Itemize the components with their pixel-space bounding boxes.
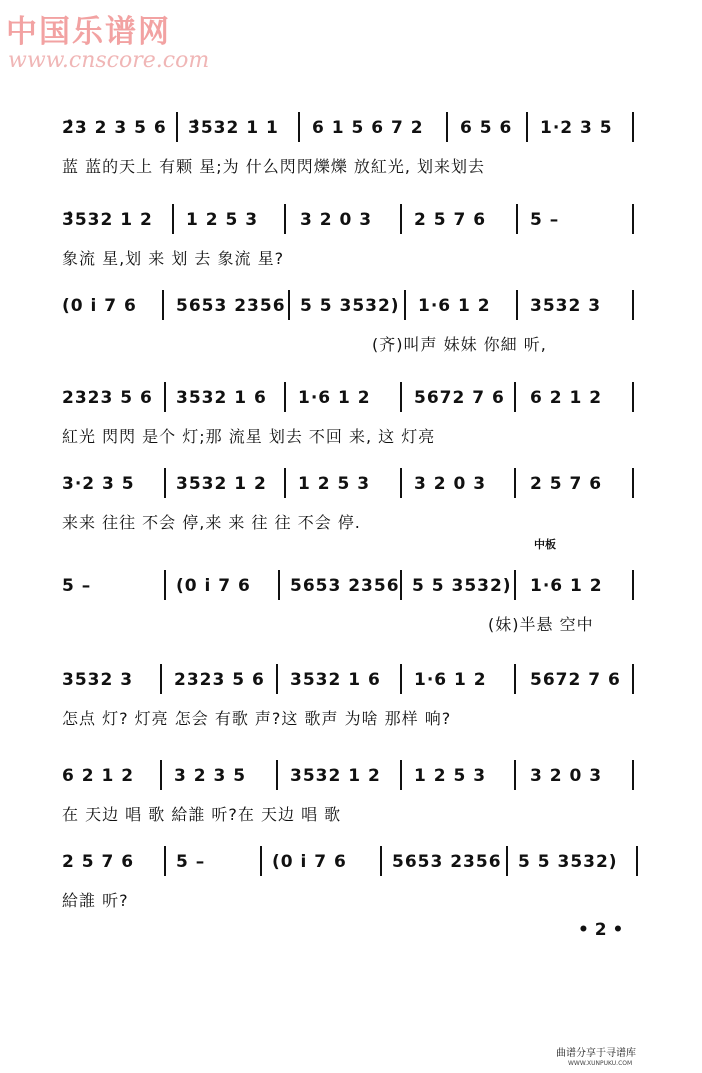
note-group: 3532 3 [62,670,134,690]
bar-line [514,468,516,498]
note-group: 3532 1 6 [176,388,267,408]
note-group: 5 5 3532) [518,852,618,872]
bar-line [160,760,162,790]
bar-line [176,112,178,142]
bar-line [298,112,300,142]
note-group: 2 5 7 6 [530,474,603,494]
note-group: 5 5 3532) [412,576,512,596]
bar-line [278,570,280,600]
bar-line [404,290,406,320]
bar-line [514,570,516,600]
note-group: (0 i 7 6 [272,852,347,872]
note-group: 2323 5 6 [62,388,153,408]
note-group: 1 2 5 3 [414,766,487,786]
bar-line [172,204,174,234]
note-group: 3532 3 [530,296,602,316]
note-group: 2323 5 6 [174,670,265,690]
note-group: 1·6 1 2 [298,388,371,408]
note-group: 3532 1 2 [176,474,267,494]
note-group: 3 2 0 3 [300,210,373,230]
tempo-mark: 中板 [534,538,556,551]
bar-line [400,204,402,234]
lyric-line: 来来 往往 不会 停,来 来 往 往 不会 停. [62,513,361,532]
bar-line [260,846,262,876]
bar-line [526,112,528,142]
lyric-line: 在 天边 唱 歌 給誰 听?在 天边 唱 歌 [62,805,342,824]
watermark-logo: 中国乐谱网 [6,14,171,50]
bar-line [516,204,518,234]
bar-line [632,570,634,600]
note-group: 5 5 3532) [300,296,400,316]
footer-url: WWW.XUNPUKU.COM [568,1060,633,1067]
lyric-line: (妹)半悬 空中 [488,615,594,634]
bar-line [164,570,166,600]
bar-line [284,382,286,412]
bar-line [162,290,164,320]
note-group: 6 2 1 2 [62,766,135,786]
note-group: 3532 1 6 [290,670,381,690]
note-group: 5653 2356 [176,296,286,316]
note-group: 1·6 1 2 [418,296,491,316]
bar-line [284,468,286,498]
note-group: 6 5 6 [460,118,513,138]
lyric-line: 怎点 灯? 灯亮 怎会 有歌 声?这 歌声 为啥 那样 响? [62,709,452,728]
bar-line [632,112,634,142]
bar-line [400,760,402,790]
lyric-line: 紅光 閃閃 是个 灯;那 流星 划去 不回 来, 这 灯亮 [62,427,436,446]
bar-line [446,112,448,142]
note-group: 3 2 3 5 [174,766,247,786]
note-group: 3532 1 2 [290,766,381,786]
bar-line [632,204,634,234]
bar-line [636,846,638,876]
bar-line [164,846,166,876]
note-group: (0 i 7 6 [176,576,251,596]
note-group: 3̂532 1 1 [188,118,279,138]
note-group: 3 2 0 3 [414,474,487,494]
lyric-line: 蓝 蓝的天上 有颗 星;为 什么閃閃爍爍 放紅光, 划来划去 [62,157,485,176]
note-group: 3̂532 1 2 [62,210,153,230]
bar-line [400,664,402,694]
bar-line [632,664,634,694]
note-group: 2̂3 2 3 5 6 [62,118,167,138]
note-group: 3·2 3 5 [62,474,135,494]
bar-line [632,382,634,412]
note-group: 2 5 7 6 [62,852,135,872]
bar-line [516,290,518,320]
note-group: 5672 7 6 [530,670,621,690]
note-group: 1·6 1 2 [530,576,603,596]
bar-line [164,468,166,498]
bar-line [506,846,508,876]
note-group: 5 – [176,852,206,872]
note-group: 6 2 1 2 [530,388,603,408]
note-group: (0 i 7 6 [62,296,137,316]
bar-line [400,570,402,600]
note-group: 5 – [530,210,560,230]
note-group: 1 2 5 3 [186,210,259,230]
note-group: 2 5 7 6 [414,210,487,230]
bar-line [514,760,516,790]
bar-line [288,290,290,320]
bar-line [514,382,516,412]
page-number: • 2 • [578,920,624,940]
footer-text: 曲谱分享于寻谱库 [556,1048,636,1059]
bar-line [380,846,382,876]
watermark-url: www.cnscore.com [8,48,210,73]
bar-line [400,468,402,498]
bar-line [276,664,278,694]
note-group: 5653 2356 [392,852,502,872]
note-group: 6 1 5 6 7 2 [312,118,424,138]
bar-line [164,382,166,412]
bar-line [160,664,162,694]
note-group: 3 2 0 3 [530,766,603,786]
bar-line [632,290,634,320]
bar-line [276,760,278,790]
note-group: 1 2 5 3 [298,474,371,494]
lyric-line: 給誰 听? [62,891,129,910]
note-group: 5672 7 6 [414,388,505,408]
note-group: 1·6 1 2 [414,670,487,690]
note-group: 5 – [62,576,92,596]
bar-line [400,382,402,412]
bar-line [632,468,634,498]
bar-line [514,664,516,694]
note-group: 1·2 3 5 [540,118,613,138]
lyric-line: 象流 星,划 来 划 去 象流 星? [62,249,285,268]
note-group: 5653 2356 [290,576,400,596]
bar-line [632,760,634,790]
bar-line [284,204,286,234]
lyric-line: (齐)叫声 妹妹 你細 听, [372,335,547,354]
